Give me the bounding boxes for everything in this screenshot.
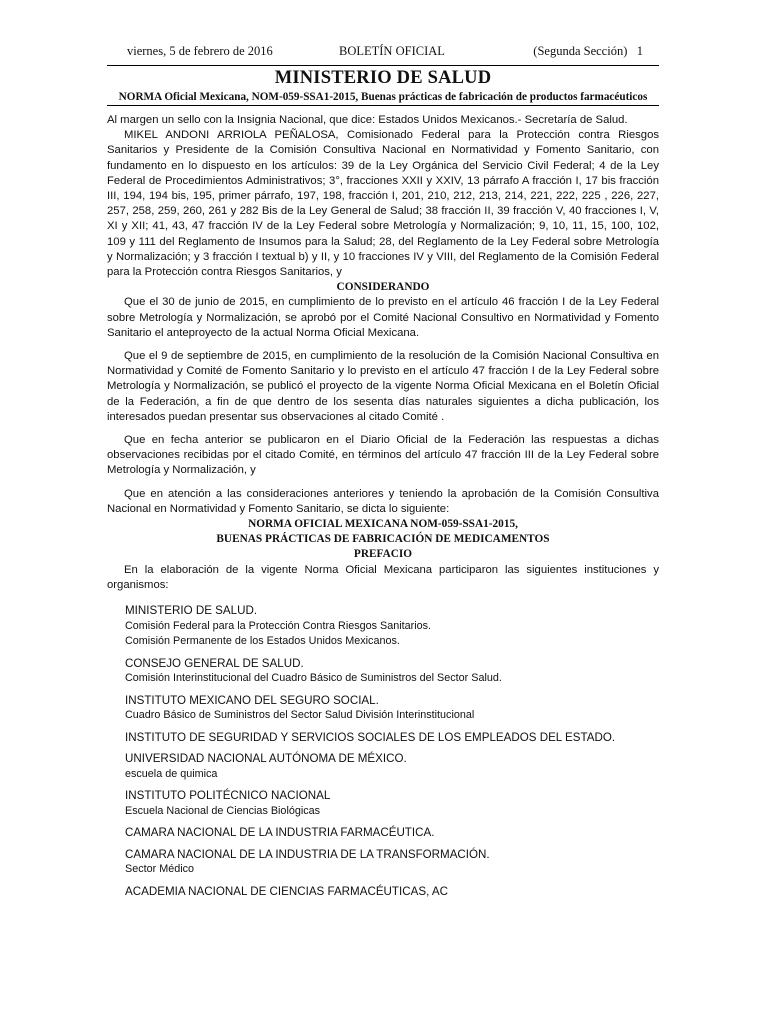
organization-entry (125, 693, 659, 724)
organization-entry (125, 603, 659, 650)
header-publication: BOLETÍN OFICIAL (339, 44, 445, 58)
considerando-paragraph: Que en fecha anterior se publicaron en el Diario Oficial de la Federación las respuestas a dichas observaciones recibidas por el citado Comité, en términos del artículo 47 fracción III de la Ley Federal sobre Metrología y Normalización, y (107, 434, 659, 477)
norm-title-line2: BUENAS PRÁCTICAS DE FABRICACIÓN DE MEDICAMENTOS (216, 533, 550, 546)
considerando-paragraph: Que el 30 de junio de 2015, en cumplimiento de lo previsto en el artículo 46 fracción I de la Ley Federal sobre Metrología y Normalización, se aprobó por el Comité Nacional Consultivo en Normatividad y Fomento Sanitario el anteproyecto de la actual Norma Oficial Mexicana. (107, 296, 659, 339)
organization-subentity: Comisión Permanente de los Estados Unidos Mexicanos. (125, 635, 400, 648)
considerando-paragraph: Que el 9 de septiembre de 2015, en cumplimiento de la resolución de la Comisión Nacional Consultiva en Normatividad y Comité de Fomento Sanitario y lo previsto en el artículo 47 fracción I de la Ley Federal sobre Metrología y Normalización, se publicó el proyecto de la vigente Norma Oficial Mexicana en el Boletín Oficial de la Federación, a fin de que dentro de los sesenta días naturales siguientes a dicha publicación, los interesados puedan presentar sus observaciones al citado Comité . (107, 350, 659, 423)
considerando-heading: CONSIDERANDO (336, 281, 430, 294)
organization-name: INSTITUTO MEXICANO DEL SEGURO SOCIAL. (125, 693, 379, 707)
document-body (107, 113, 659, 905)
prefacio-intro: En la elaboración de la vigente Norma Oficial Mexicana participaron las siguientes instituciones y organismos: (107, 563, 659, 591)
organization-entry (125, 730, 659, 746)
organization-subentity: escuela de quimica (125, 767, 218, 780)
organization-subentity: Cuadro Básico de Suministros del Sector Salud División Interinstitucional (125, 709, 475, 722)
organization-name: UNIVERSIDAD NACIONAL AUTÓNOMA DE MÉXICO. (125, 752, 407, 766)
organization-entry (125, 884, 659, 900)
seal-paragraph: Al margen un sello con la Insignia Nacional, que dice: Estados Unidos Mexicanos.- Secretaría de Salud. (107, 114, 628, 126)
organizations-list (107, 603, 659, 899)
header-date: viernes, 5 de febrero de 2016 (127, 44, 273, 58)
signatory-paragraph: MIKEL ANDONI ARRIOLA PEÑALOSA, Comisionado Federal para la Protección contra Riesgos Sanitarios y Presidente de la Comisión Consultiva Nacional en Normatividad y Fomento Sanitario, con fundamento en lo dispuesto en los artículos: 39 de la Ley Orgánica del Servicio Civil Federal; 4 de la Ley Federal de Procedimientos Administrativos; 3°, fracciones XXII y XXIV, 13 párrafo A fracción I, 17 bis fracción III, 194, 194 bis, 195, primer párrafo, 197, 198, fracción I, 201, 210, 212, 213, 214, 221, 222, 225 , 226, 227, 257, 258, 259, 260, 261 y 282 Bis de la Ley General de Salud; 38 fracción II, 39 fracción V, 40 fracciones I, V, XI y XII; 41, 43, 47 fracción IV de la Ley Federal sobre Metrología y Normalización; 9, 10, 11, 15, 100, 102, 109 y 111 del Reglamento de Insumos para la Salud; 28, del Reglamento de la Ley Federal sobre Metrología y Normalización; y 3 fracción I textual b) y II, y 10 fracciones IV y VIII, del Reglamento de la Comisión Federal para la Protección contra Riesgos Sanitarios, y (107, 129, 659, 279)
ministry-title: MINISTERIO DE SALUD (274, 68, 492, 88)
organization-subentity: Escuela Nacional de Ciencias Biológicas (125, 804, 321, 817)
organization-name: CAMARA NACIONAL DE LA INDUSTRIA FARMACÉUTICA. (125, 826, 435, 840)
header-page-number: 1 (636, 44, 643, 58)
header-section (533, 44, 643, 59)
organization-name: MINISTERIO DE SALUD. (125, 604, 258, 618)
page-header (107, 41, 659, 66)
organization-name: CONSEJO GENERAL DE SALUD. (125, 656, 304, 670)
prefacio-heading: PREFACIO (353, 548, 413, 561)
organization-subentity: Sector Médico (125, 863, 195, 876)
organization-name: INSTITUTO DE SEGURIDAD Y SERVICIOS SOCIALES DE LOS EMPLEADOS DEL ESTADO. (125, 730, 616, 744)
organization-name: ACADEMIA NACIONAL DE CIENCIAS FARMACÉUTICAS, AC (125, 884, 448, 898)
organization-entry (125, 847, 659, 878)
norm-title-line1: NORMA OFICIAL MEXICANA NOM-059-SSA1-2015, (248, 518, 518, 531)
header-section-label: (Segunda Sección) (533, 44, 628, 58)
organization-subentity: Comisión Interinstitucional del Cuadro Básico de Suministros del Sector Salud. (125, 672, 502, 685)
organization-entry (125, 751, 659, 782)
organization-name: INSTITUTO POLITÉCNICO NACIONAL (125, 789, 331, 803)
organization-name: CAMARA NACIONAL DE LA INDUSTRIA DE LA TRANSFORMACIÓN. (125, 847, 490, 861)
organization-subentity: Comisión Federal para la Protección Contra Riesgos Sanitarios. (125, 619, 432, 632)
considerando-paragraph: Que en atención a las consideraciones anteriores y teniendo la aprobación de la Comisión Consultiva Nacional en Normatividad y Fomento Sanitario, se dicta lo siguiente: (107, 487, 659, 515)
organization-entry (125, 656, 659, 687)
organization-entry (125, 825, 659, 841)
organization-entry (125, 788, 659, 819)
norm-subtitle: NORMA Oficial Mexicana, NOM-059-SSA1-2015, Buenas prácticas de fabricación de productos farmacéuticos (107, 91, 659, 106)
